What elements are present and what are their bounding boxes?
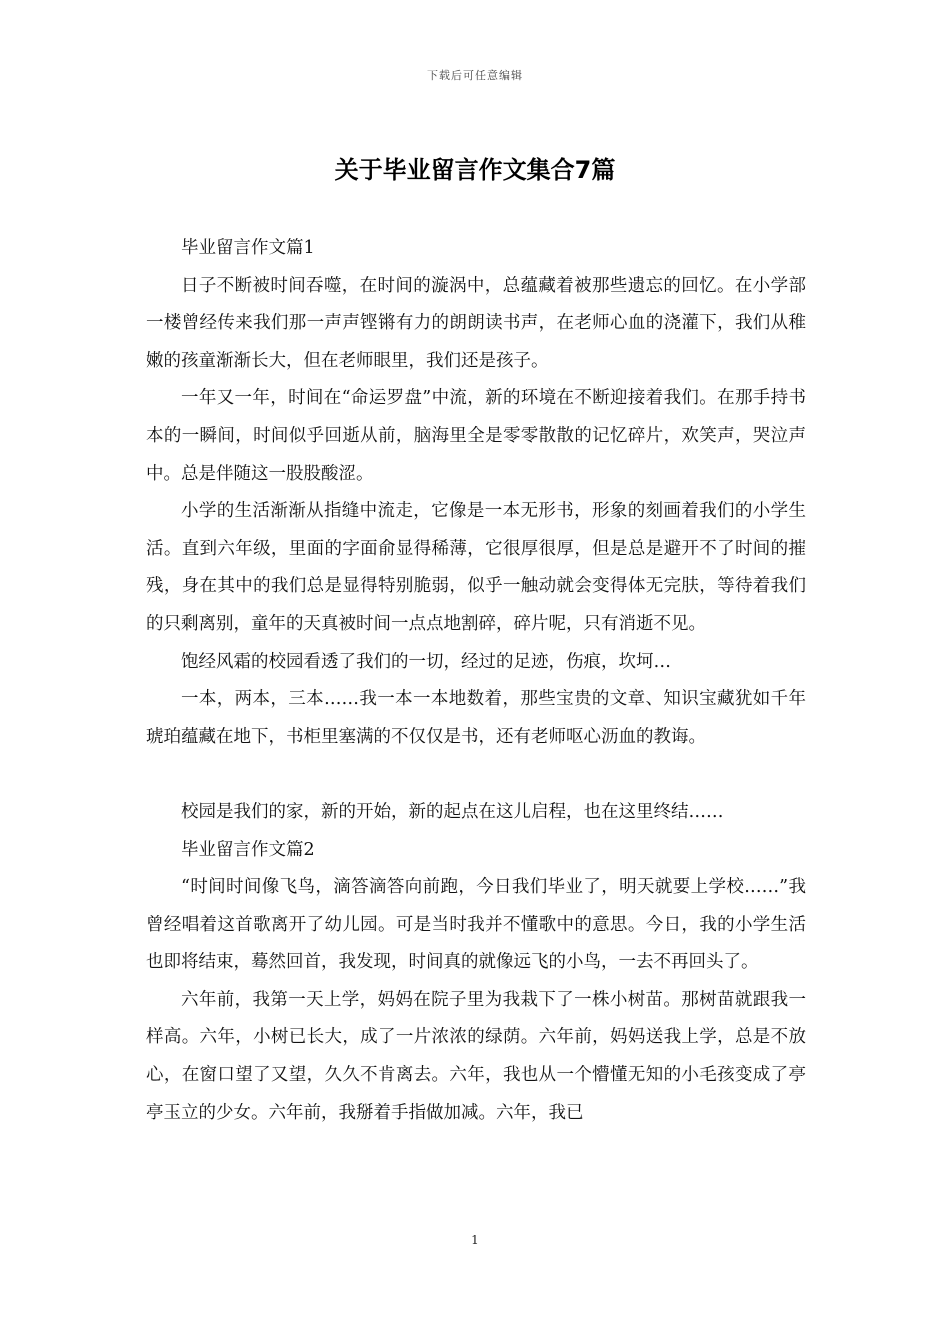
section-heading-2: 毕业留言作文篇2 — [181, 839, 315, 860]
paragraph: 小学的生活渐渐从指缝中流走，它像是一本无形书，形象的刻画着我们的小学生活。直到六年级，里面的字面俞显得稀薄，它很厚很厚，但是总是避开不了时间的摧残，身在其中的我们总是显得特别脆弱，似乎一触动就会变得体无完肤，等待着我们的只剩离别，童年的天真被时间一点点地割碎，碎片呢，只有消逝不见。 — [146, 501, 806, 634]
document-body — [146, 230, 806, 1132]
paragraph: 校园是我们的家，新的开始，新的起点在这儿启程，也在这里终结…… — [181, 801, 724, 822]
section-heading-1: 毕业留言作文篇1 — [181, 238, 315, 258]
paragraph: 一年又一年，时间在“命运罗盘”中流，新的环境在不断迎接着我们。在那手持书本的一瞬间，时间似乎回逝从前，脑海里全是零零散散的记忆碎片，欢笑声，哭泣声中。总是伴随这一股股酸涩。 — [146, 388, 806, 484]
page-number: 1 — [471, 1233, 479, 1247]
header-note: 下载后可任意编辑 — [427, 69, 523, 82]
paragraph: 一本，两本，三本……我一本一本地数着，那些宝贵的文章、知识宝藏犹如千年琥珀蕴藏在地下，书柜里塞满的不仅仅是书，还有老师呕心沥血的教诲。 — [146, 689, 806, 747]
document-title: 关于毕业留言作文集合7篇 — [334, 156, 616, 184]
paragraph: 饱经风霜的校园看透了我们的一切，经过的足迹，伤痕，坎坷… — [181, 651, 671, 672]
paragraph: “时间时间像飞鸟，滴答滴答向前跑，今日我们毕业了，明天就要上学校……”我曾经唱着这首歌离开了幼儿园。可是当时我并不懂歌中的意思。今日，我的小学生活也即将结束，蓦然回首，我发现，时间真的就像远飞的小鸟，一去不再回头了。 — [146, 877, 806, 973]
paragraph: 日子不断被时间吞噬，在时间的漩涡中，总蕴藏着被那些遗忘的回忆。在小学部一楼曾经传来我们那一声声铿锵有力的朗朗读书声，在老师心血的浇灌下，我们从稚嫩的孩童渐渐长大，但在老师眼里，我们还是孩子。 — [146, 275, 806, 371]
paragraph: 六年前，我第一天上学，妈妈在院子里为我栽下了一株小树苗。那树苗就跟我一样高。六年，小树已长大，成了一片浓浓的绿荫。六年前，妈妈送我上学，总是不放心，在窗口望了又望，久久不肯离去。六年，我也从一个懵懂无知的小毛孩变成了亭亭玉立的少女。六年前，我掰着手指做加减。六年，我已 — [146, 989, 806, 1123]
